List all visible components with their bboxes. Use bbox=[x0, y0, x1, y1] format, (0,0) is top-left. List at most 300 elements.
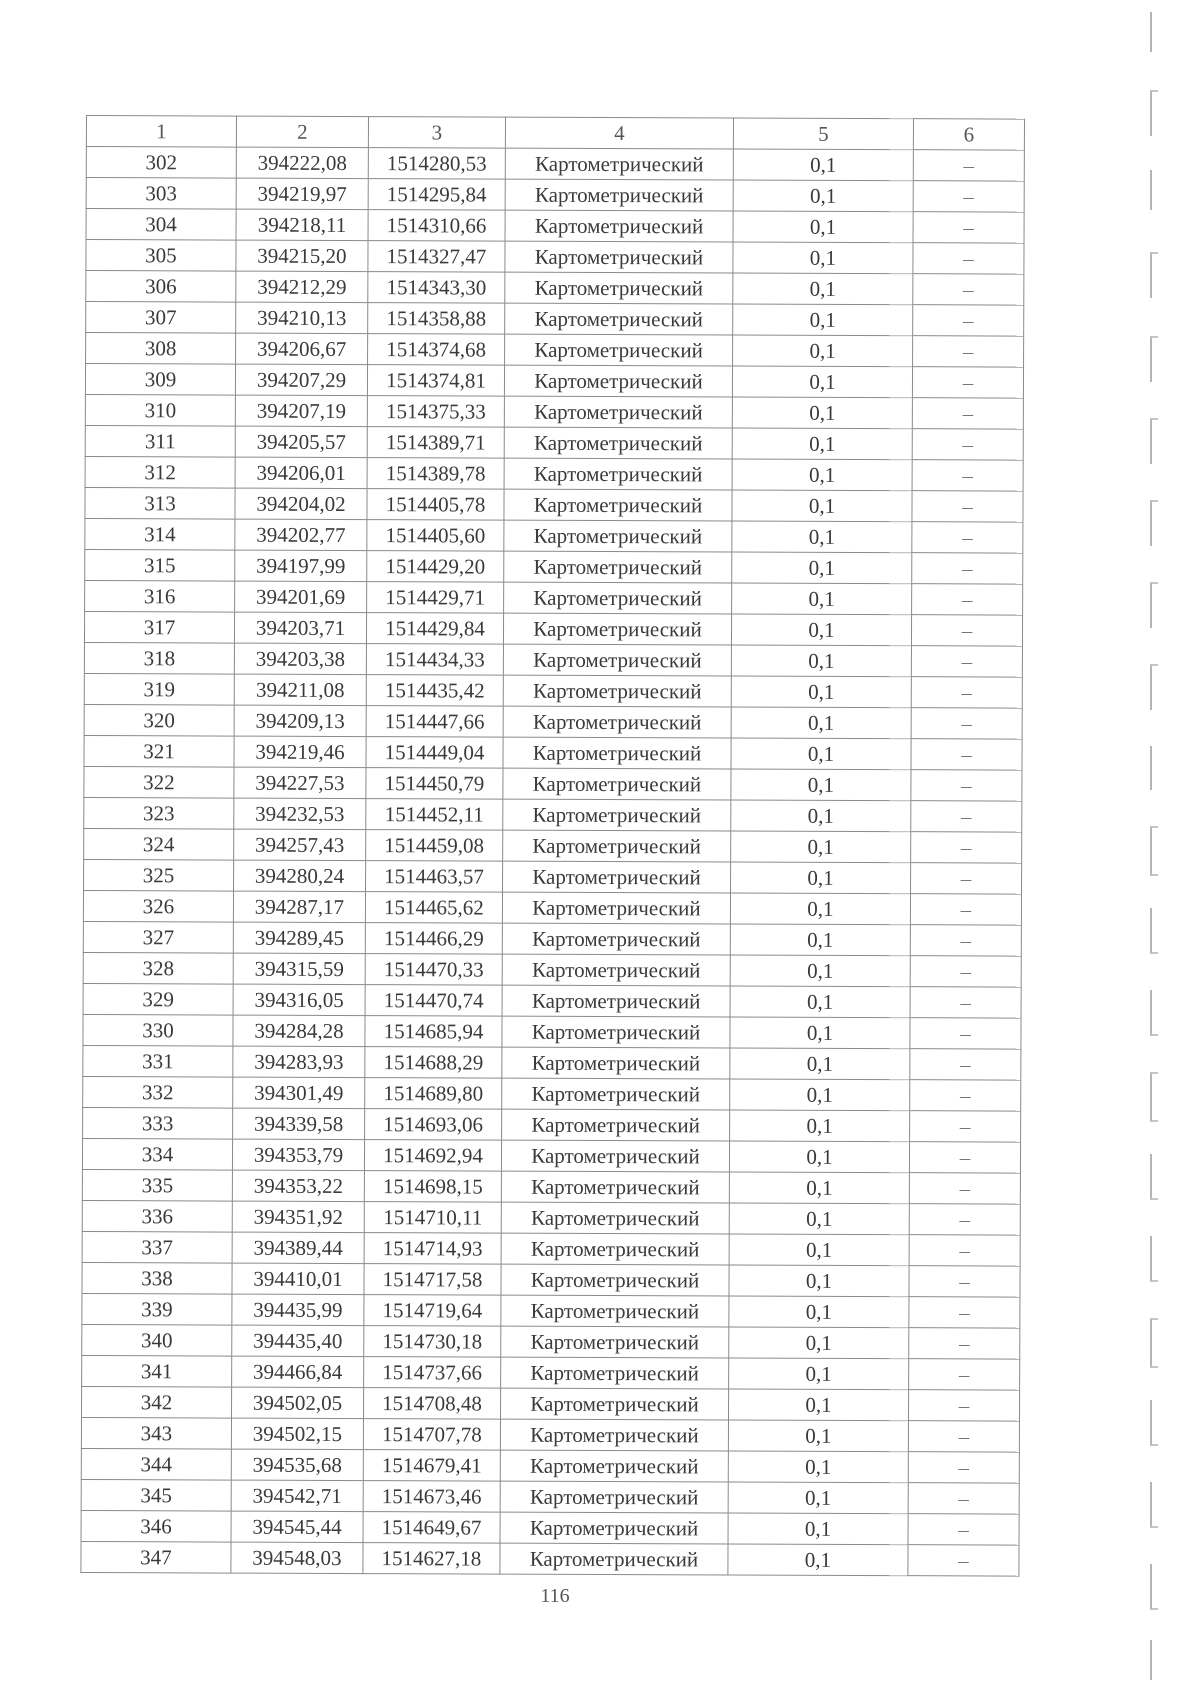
accuracy-cell: 0,1 bbox=[730, 1048, 910, 1080]
point-number-cell: 302 bbox=[86, 147, 236, 179]
accuracy-cell: 0,1 bbox=[732, 397, 912, 429]
description-cell: – bbox=[911, 646, 1022, 677]
table-row bbox=[81, 1510, 1019, 1545]
point-number-cell: 316 bbox=[85, 580, 235, 612]
method-cell: Картометрический bbox=[501, 1140, 729, 1172]
point-number-cell: 325 bbox=[84, 859, 234, 891]
accuracy-cell: 0,1 bbox=[733, 242, 913, 274]
y-coordinate-cell: 1514375,33 bbox=[367, 396, 504, 428]
table-row bbox=[86, 147, 1024, 182]
binding-mark bbox=[1150, 1318, 1158, 1368]
description-cell: – bbox=[908, 1545, 1019, 1576]
table-row bbox=[84, 859, 1022, 894]
binding-mark bbox=[1150, 1154, 1158, 1200]
x-coordinate-cell: 394283,93 bbox=[233, 1046, 365, 1078]
binding-mark bbox=[1150, 908, 1158, 954]
header-cell: 1 bbox=[86, 116, 236, 148]
accuracy-cell: 0,1 bbox=[730, 1017, 910, 1049]
description-cell: – bbox=[910, 1080, 1021, 1111]
accuracy-cell: 0,1 bbox=[731, 800, 911, 832]
method-cell: Картометрический bbox=[503, 799, 731, 831]
description-cell: – bbox=[909, 1328, 1020, 1359]
method-cell: Картометрический bbox=[503, 613, 731, 645]
binding-mark bbox=[1150, 12, 1158, 52]
method-cell: Картометрический bbox=[503, 706, 731, 738]
accuracy-cell: 0,1 bbox=[728, 1451, 908, 1483]
description-cell: – bbox=[910, 1018, 1021, 1049]
description-cell: – bbox=[912, 367, 1023, 398]
accuracy-cell: 0,1 bbox=[732, 366, 912, 398]
point-number-cell: 333 bbox=[83, 1107, 233, 1139]
table-row bbox=[84, 766, 1022, 801]
table-row bbox=[82, 1138, 1020, 1173]
table-row bbox=[83, 983, 1021, 1018]
point-number-cell: 307 bbox=[86, 302, 236, 334]
y-coordinate-cell: 1514389,78 bbox=[367, 458, 504, 490]
table-row bbox=[85, 456, 1023, 491]
method-cell: Картометрический bbox=[500, 1419, 728, 1451]
x-coordinate-cell: 394206,67 bbox=[236, 333, 368, 365]
x-coordinate-cell: 394289,45 bbox=[233, 922, 365, 954]
accuracy-cell: 0,1 bbox=[729, 1234, 909, 1266]
method-cell: Картометрический bbox=[505, 303, 733, 335]
x-coordinate-cell: 394203,71 bbox=[234, 612, 366, 644]
x-coordinate-cell: 394542,71 bbox=[231, 1480, 363, 1512]
method-cell: Картометрический bbox=[505, 179, 733, 211]
binding-mark bbox=[1150, 170, 1158, 210]
description-cell: – bbox=[908, 1390, 1019, 1421]
point-number-cell: 319 bbox=[84, 673, 234, 705]
method-cell: Картометрический bbox=[501, 1357, 729, 1389]
method-cell: Картометрический bbox=[505, 272, 733, 304]
accuracy-cell: 0,1 bbox=[730, 986, 910, 1018]
description-cell: – bbox=[911, 615, 1022, 646]
method-cell: Картометрический bbox=[502, 1016, 730, 1048]
description-cell: – bbox=[909, 1173, 1020, 1204]
method-cell: Картометрический bbox=[505, 241, 733, 273]
point-number-cell: 330 bbox=[83, 1014, 233, 1046]
binding-mark bbox=[1150, 1400, 1158, 1446]
x-coordinate-cell: 394548,03 bbox=[231, 1542, 363, 1574]
table-row bbox=[81, 1417, 1019, 1452]
y-coordinate-cell: 1514698,15 bbox=[364, 1171, 501, 1203]
method-cell: Картометрический bbox=[502, 985, 730, 1017]
table-row bbox=[81, 1386, 1019, 1421]
x-coordinate-cell: 394257,43 bbox=[234, 829, 366, 861]
description-cell: – bbox=[908, 1452, 1019, 1483]
point-number-cell: 347 bbox=[81, 1541, 231, 1573]
x-coordinate-cell: 394202,77 bbox=[235, 519, 367, 551]
description-cell: – bbox=[910, 925, 1021, 956]
point-number-cell: 328 bbox=[83, 952, 233, 984]
description-cell: – bbox=[909, 1235, 1020, 1266]
binding-mark bbox=[1150, 418, 1158, 464]
table-row bbox=[81, 1448, 1019, 1483]
table-row bbox=[85, 364, 1023, 399]
point-number-cell: 332 bbox=[83, 1076, 233, 1108]
binding-mark bbox=[1150, 582, 1158, 628]
method-cell: Картометрический bbox=[501, 1202, 729, 1234]
y-coordinate-cell: 1514280,53 bbox=[368, 148, 505, 180]
method-cell: Картометрический bbox=[504, 551, 732, 583]
x-coordinate-cell: 394545,44 bbox=[231, 1511, 363, 1543]
binding-mark bbox=[1150, 1072, 1158, 1122]
accuracy-cell: 0,1 bbox=[730, 1079, 910, 1111]
method-cell: Картометрический bbox=[500, 1388, 728, 1420]
y-coordinate-cell: 1514466,29 bbox=[365, 923, 502, 955]
accuracy-cell: 0,1 bbox=[729, 1327, 909, 1359]
description-cell: – bbox=[909, 1297, 1020, 1328]
accuracy-cell: 0,1 bbox=[731, 831, 911, 863]
x-coordinate-cell: 394210,13 bbox=[236, 302, 368, 334]
y-coordinate-cell: 1514459,08 bbox=[366, 830, 503, 862]
method-cell: Картометрический bbox=[503, 861, 731, 893]
method-cell: Картометрический bbox=[504, 458, 732, 490]
y-coordinate-cell: 1514452,11 bbox=[366, 799, 503, 831]
table-row bbox=[82, 1200, 1020, 1235]
description-cell: – bbox=[913, 274, 1024, 305]
method-cell: Картометрический bbox=[502, 923, 730, 955]
accuracy-cell: 0,1 bbox=[732, 583, 912, 615]
method-cell: Картометрический bbox=[504, 520, 732, 552]
accuracy-cell: 0,1 bbox=[730, 955, 910, 987]
method-cell: Картометрический bbox=[502, 1078, 730, 1110]
table-row bbox=[85, 487, 1023, 522]
method-cell: Картометрический bbox=[503, 675, 731, 707]
binding-mark bbox=[1150, 1564, 1158, 1610]
y-coordinate-cell: 1514465,62 bbox=[365, 892, 502, 924]
point-number-cell: 340 bbox=[82, 1324, 232, 1356]
table-body bbox=[81, 147, 1024, 1577]
binding-mark bbox=[1150, 90, 1158, 136]
x-coordinate-cell: 394227,53 bbox=[234, 767, 366, 799]
accuracy-cell: 0,1 bbox=[730, 924, 910, 956]
accuracy-cell: 0,1 bbox=[731, 738, 911, 770]
description-cell: – bbox=[911, 832, 1022, 863]
method-cell: Картометрический bbox=[503, 768, 731, 800]
y-coordinate-cell: 1514310,66 bbox=[368, 210, 505, 242]
y-coordinate-cell: 1514693,06 bbox=[365, 1109, 502, 1141]
table-row bbox=[84, 797, 1022, 832]
y-coordinate-cell: 1514717,58 bbox=[364, 1264, 501, 1296]
accuracy-cell: 0,1 bbox=[732, 521, 912, 553]
point-number-cell: 345 bbox=[81, 1479, 231, 1511]
accuracy-cell: 0,1 bbox=[730, 1110, 910, 1142]
method-cell: Картометрический bbox=[502, 1047, 730, 1079]
table-row bbox=[86, 302, 1024, 337]
description-cell: – bbox=[908, 1483, 1019, 1514]
accuracy-cell: 0,1 bbox=[729, 1358, 909, 1390]
x-coordinate-cell: 394209,13 bbox=[234, 705, 366, 737]
binding-mark bbox=[1150, 826, 1158, 876]
y-coordinate-cell: 1514730,18 bbox=[364, 1326, 501, 1358]
accuracy-cell: 0,1 bbox=[731, 676, 911, 708]
accuracy-cell: 0,1 bbox=[733, 273, 913, 305]
x-coordinate-cell: 394201,69 bbox=[235, 581, 367, 613]
description-cell: – bbox=[911, 739, 1022, 770]
table-row bbox=[83, 1045, 1021, 1080]
accuracy-cell: 0,1 bbox=[729, 1172, 909, 1204]
table-row bbox=[86, 240, 1024, 275]
point-number-cell: 329 bbox=[83, 983, 233, 1015]
x-coordinate-cell: 394502,05 bbox=[231, 1387, 363, 1419]
point-number-cell: 308 bbox=[86, 333, 236, 365]
point-number-cell: 317 bbox=[84, 611, 234, 643]
y-coordinate-cell: 1514295,84 bbox=[368, 179, 505, 211]
accuracy-cell: 0,1 bbox=[732, 552, 912, 584]
header-cell: 3 bbox=[368, 117, 505, 149]
page-number: 116 bbox=[540, 1585, 570, 1607]
binding-mark bbox=[1150, 746, 1158, 790]
accuracy-cell: 0,1 bbox=[731, 769, 911, 801]
description-cell: – bbox=[910, 956, 1021, 987]
y-coordinate-cell: 1514708,48 bbox=[363, 1388, 500, 1420]
x-coordinate-cell: 394203,38 bbox=[234, 643, 366, 675]
description-cell: – bbox=[909, 1359, 1020, 1390]
method-cell: Картометрический bbox=[502, 1109, 730, 1141]
binding-mark bbox=[1150, 1482, 1158, 1528]
table-row bbox=[81, 1479, 1019, 1514]
description-cell: – bbox=[911, 863, 1022, 894]
y-coordinate-cell: 1514649,67 bbox=[363, 1512, 500, 1544]
accuracy-cell: 0,1 bbox=[728, 1389, 908, 1421]
y-coordinate-cell: 1514343,30 bbox=[368, 272, 505, 304]
description-cell: – bbox=[908, 1421, 1019, 1452]
description-cell: – bbox=[912, 460, 1023, 491]
point-number-cell: 314 bbox=[85, 518, 235, 550]
point-number-cell: 321 bbox=[84, 735, 234, 767]
description-cell: – bbox=[913, 336, 1024, 367]
table-row bbox=[82, 1324, 1020, 1359]
binding-mark bbox=[1150, 1640, 1158, 1680]
accuracy-cell: 0,1 bbox=[733, 304, 913, 336]
y-coordinate-cell: 1514447,66 bbox=[366, 706, 503, 738]
table-row bbox=[86, 333, 1024, 368]
method-cell: Картометрический bbox=[501, 1171, 729, 1203]
accuracy-cell: 0,1 bbox=[728, 1544, 908, 1576]
header-cell: 6 bbox=[913, 119, 1024, 150]
point-number-cell: 304 bbox=[86, 209, 236, 241]
x-coordinate-cell: 394197,99 bbox=[235, 550, 367, 582]
table-row bbox=[83, 1014, 1021, 1049]
description-cell: – bbox=[913, 305, 1024, 336]
x-coordinate-cell: 394219,97 bbox=[236, 178, 368, 210]
description-cell: – bbox=[913, 181, 1024, 212]
y-coordinate-cell: 1514685,94 bbox=[365, 1016, 502, 1048]
coordinates-table bbox=[80, 115, 1025, 1577]
y-coordinate-cell: 1514435,42 bbox=[366, 675, 503, 707]
accuracy-cell: 0,1 bbox=[729, 1265, 909, 1297]
table-row bbox=[85, 425, 1023, 460]
x-coordinate-cell: 394389,44 bbox=[232, 1232, 364, 1264]
point-number-cell: 320 bbox=[84, 704, 234, 736]
x-coordinate-cell: 394211,08 bbox=[234, 674, 366, 706]
x-coordinate-cell: 394280,24 bbox=[234, 860, 366, 892]
y-coordinate-cell: 1514463,57 bbox=[366, 861, 503, 893]
method-cell: Картометрический bbox=[501, 1295, 729, 1327]
table-row bbox=[82, 1355, 1020, 1390]
x-coordinate-cell: 394301,49 bbox=[233, 1077, 365, 1109]
accuracy-cell: 0,1 bbox=[729, 1141, 909, 1173]
point-number-cell: 303 bbox=[86, 178, 236, 210]
y-coordinate-cell: 1514714,93 bbox=[364, 1233, 501, 1265]
x-coordinate-cell: 394353,79 bbox=[232, 1139, 364, 1171]
y-coordinate-cell: 1514405,78 bbox=[367, 489, 504, 521]
y-coordinate-cell: 1514673,46 bbox=[363, 1481, 500, 1513]
description-cell: – bbox=[910, 894, 1021, 925]
binding-edge-marks bbox=[1150, 0, 1190, 1698]
point-number-cell: 310 bbox=[85, 394, 235, 426]
x-coordinate-cell: 394535,68 bbox=[231, 1449, 363, 1481]
table-row bbox=[85, 518, 1023, 553]
y-coordinate-cell: 1514689,80 bbox=[365, 1078, 502, 1110]
accuracy-cell: 0,1 bbox=[729, 1296, 909, 1328]
point-number-cell: 327 bbox=[83, 921, 233, 953]
table-row bbox=[82, 1169, 1020, 1204]
method-cell: Картометрический bbox=[503, 737, 731, 769]
accuracy-cell: 0,1 bbox=[733, 211, 913, 243]
table-row bbox=[84, 673, 1022, 708]
table-row bbox=[81, 1541, 1019, 1576]
table-row bbox=[84, 828, 1022, 863]
description-cell: – bbox=[911, 708, 1022, 739]
y-coordinate-cell: 1514389,71 bbox=[367, 427, 504, 459]
y-coordinate-cell: 1514429,71 bbox=[367, 582, 504, 614]
description-cell: – bbox=[908, 1514, 1019, 1545]
accuracy-cell: 0,1 bbox=[732, 428, 912, 460]
accuracy-cell: 0,1 bbox=[731, 707, 911, 739]
table-row bbox=[83, 1076, 1021, 1111]
y-coordinate-cell: 1514450,79 bbox=[366, 768, 503, 800]
method-cell: Картометрический bbox=[502, 892, 730, 924]
table-row bbox=[84, 611, 1022, 646]
method-cell: Картометрический bbox=[500, 1481, 728, 1513]
point-number-cell: 312 bbox=[85, 456, 235, 488]
method-cell: Картометрический bbox=[505, 334, 733, 366]
binding-mark bbox=[1150, 664, 1158, 710]
method-cell: Картометрический bbox=[501, 1264, 729, 1296]
binding-mark bbox=[1150, 336, 1158, 382]
table-row bbox=[84, 735, 1022, 770]
description-cell: – bbox=[909, 1266, 1020, 1297]
y-coordinate-cell: 1514429,20 bbox=[367, 551, 504, 583]
y-coordinate-cell: 1514692,94 bbox=[364, 1140, 501, 1172]
table-row bbox=[85, 580, 1023, 615]
point-number-cell: 337 bbox=[82, 1231, 232, 1263]
x-coordinate-cell: 394351,92 bbox=[232, 1201, 364, 1233]
table-row bbox=[82, 1293, 1020, 1328]
accuracy-cell: 0,1 bbox=[733, 335, 913, 367]
point-number-cell: 346 bbox=[81, 1510, 231, 1542]
x-coordinate-cell: 394215,20 bbox=[236, 240, 368, 272]
description-cell: – bbox=[911, 770, 1022, 801]
y-coordinate-cell: 1514470,74 bbox=[365, 985, 502, 1017]
table-row bbox=[82, 1262, 1020, 1297]
accuracy-cell: 0,1 bbox=[732, 490, 912, 522]
x-coordinate-cell: 394212,29 bbox=[236, 271, 368, 303]
point-number-cell: 305 bbox=[86, 240, 236, 272]
point-number-cell: 336 bbox=[82, 1200, 232, 1232]
description-cell: – bbox=[912, 522, 1023, 553]
method-cell: Картометрический bbox=[504, 489, 732, 521]
point-number-cell: 343 bbox=[81, 1417, 231, 1449]
point-number-cell: 309 bbox=[85, 364, 235, 396]
description-cell: – bbox=[912, 429, 1023, 460]
accuracy-cell: 0,1 bbox=[728, 1420, 908, 1452]
table-header-row bbox=[86, 116, 1024, 151]
x-coordinate-cell: 394339,58 bbox=[233, 1108, 365, 1140]
point-number-cell: 306 bbox=[86, 271, 236, 303]
x-coordinate-cell: 394219,46 bbox=[234, 736, 366, 768]
x-coordinate-cell: 394205,57 bbox=[235, 426, 367, 458]
point-number-cell: 341 bbox=[82, 1355, 232, 1387]
table-row bbox=[85, 549, 1023, 584]
table-row bbox=[84, 704, 1022, 739]
table-row bbox=[82, 1231, 1020, 1266]
accuracy-cell: 0,1 bbox=[731, 862, 911, 894]
table-row bbox=[86, 178, 1024, 213]
x-coordinate-cell: 394206,01 bbox=[235, 457, 367, 489]
y-coordinate-cell: 1514719,64 bbox=[364, 1295, 501, 1327]
table-row bbox=[83, 952, 1021, 987]
y-coordinate-cell: 1514688,29 bbox=[365, 1047, 502, 1079]
point-number-cell: 334 bbox=[82, 1138, 232, 1170]
method-cell: Картометрический bbox=[502, 954, 730, 986]
x-coordinate-cell: 394222,08 bbox=[236, 147, 368, 179]
x-coordinate-cell: 394287,17 bbox=[233, 891, 365, 923]
description-cell: – bbox=[913, 212, 1024, 243]
x-coordinate-cell: 394232,53 bbox=[234, 798, 366, 830]
method-cell: Картометрический bbox=[500, 1512, 728, 1544]
x-coordinate-cell: 394410,01 bbox=[232, 1263, 364, 1295]
table-row bbox=[86, 271, 1024, 306]
y-coordinate-cell: 1514327,47 bbox=[368, 241, 505, 273]
y-coordinate-cell: 1514679,41 bbox=[363, 1450, 500, 1482]
table-row bbox=[83, 1107, 1021, 1142]
y-coordinate-cell: 1514429,84 bbox=[366, 613, 503, 645]
y-coordinate-cell: 1514737,66 bbox=[364, 1357, 501, 1389]
x-coordinate-cell: 394466,84 bbox=[232, 1356, 364, 1388]
point-number-cell: 344 bbox=[81, 1448, 231, 1480]
table-row bbox=[83, 890, 1021, 925]
y-coordinate-cell: 1514374,81 bbox=[367, 365, 504, 397]
description-cell: – bbox=[913, 243, 1024, 274]
y-coordinate-cell: 1514405,60 bbox=[367, 520, 504, 552]
table-row bbox=[85, 394, 1023, 429]
table-row bbox=[83, 921, 1021, 956]
description-cell: – bbox=[909, 1142, 1020, 1173]
x-coordinate-cell: 394315,59 bbox=[233, 953, 365, 985]
y-coordinate-cell: 1514710,11 bbox=[364, 1202, 501, 1234]
header-cell: 4 bbox=[505, 117, 733, 149]
accuracy-cell: 0,1 bbox=[728, 1482, 908, 1514]
binding-mark bbox=[1150, 1236, 1158, 1282]
y-coordinate-cell: 1514627,18 bbox=[363, 1543, 500, 1575]
accuracy-cell: 0,1 bbox=[733, 149, 913, 181]
x-coordinate-cell: 394435,40 bbox=[232, 1325, 364, 1357]
point-number-cell: 339 bbox=[82, 1293, 232, 1325]
description-cell: – bbox=[912, 491, 1023, 522]
accuracy-cell: 0,1 bbox=[731, 614, 911, 646]
x-coordinate-cell: 394204,02 bbox=[235, 488, 367, 520]
description-cell: – bbox=[913, 150, 1024, 181]
method-cell: Картометрический bbox=[504, 396, 732, 428]
y-coordinate-cell: 1514358,88 bbox=[368, 303, 505, 335]
y-coordinate-cell: 1514707,78 bbox=[363, 1419, 500, 1451]
x-coordinate-cell: 394218,11 bbox=[236, 209, 368, 241]
description-cell: – bbox=[911, 677, 1022, 708]
y-coordinate-cell: 1514470,33 bbox=[365, 954, 502, 986]
